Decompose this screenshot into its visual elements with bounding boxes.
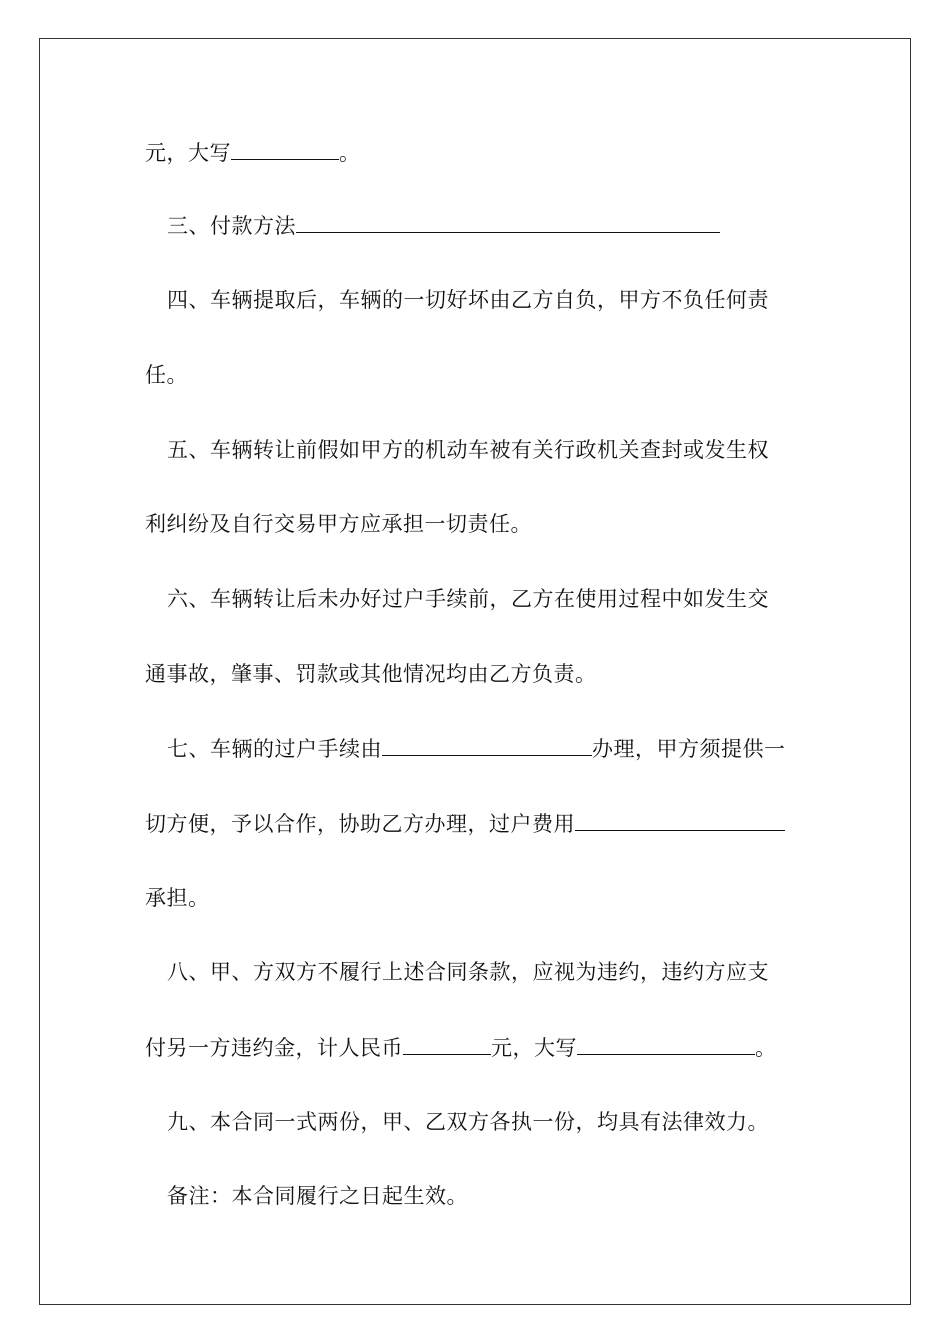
text: 任。: [145, 363, 188, 387]
text: 切方便，予以合作，协助乙方办理，过户费用: [145, 812, 575, 836]
text: 。: [339, 141, 361, 165]
clause-7-line-2: [145, 808, 785, 839]
clause-6-line-2: [145, 659, 597, 689]
text: 七、车辆的过户手续由: [167, 737, 382, 761]
text: 承担。: [145, 886, 210, 910]
text: 八、甲、方双方不履行上述合同条款，应视为违约，违约方应支: [167, 960, 769, 984]
text: 通事故，肇事、罚款或其他情况均由乙方负责。: [145, 662, 597, 686]
remarks: [145, 1181, 468, 1211]
clause-3-payment: [145, 210, 720, 241]
clause-8-line-2: [145, 1032, 777, 1063]
blank-field: [382, 733, 592, 756]
text: 六、车辆转让后未办好过户手续前，乙方在使用过程中如发生交: [167, 587, 769, 611]
clause-4-line-2: [145, 360, 188, 390]
text: 三、付款方法: [167, 214, 296, 238]
clause-8-line-1: [145, 957, 769, 987]
blank-field: [231, 137, 339, 160]
text: 利纠纷及自行交易甲方应承担一切责任。: [145, 512, 532, 536]
blank-field: [403, 1032, 491, 1055]
text: 。: [755, 1036, 777, 1060]
blank-field: [296, 210, 720, 233]
text: 元，大写: [145, 141, 231, 165]
clause-7-line-3: [145, 883, 210, 913]
text: 付另一方违约金，计人民币: [145, 1036, 403, 1060]
clause-6-line-1: [145, 584, 769, 614]
text: 五、车辆转让前假如甲方的机动车被有关行政机关查封或发生权: [167, 438, 769, 462]
clause-5-line-2: [145, 509, 532, 539]
text: 备注：本合同履行之日起生效。: [167, 1184, 468, 1208]
text: 四、车辆提取后，车辆的一切好坏由乙方自负，甲方不负任何责: [167, 288, 769, 312]
clause-4-line-1: [145, 285, 769, 315]
blank-field: [577, 1032, 755, 1055]
text: 办理，甲方须提供一: [592, 737, 786, 761]
clause-5-line-1: [145, 435, 769, 465]
text: 元，大写: [491, 1036, 577, 1060]
clause-9: [145, 1107, 769, 1137]
text: 九、本合同一式两份，甲、乙双方各执一份，均具有法律效力。: [167, 1110, 769, 1134]
clause-7-line-1: [145, 733, 786, 764]
blank-field: [575, 808, 785, 831]
line-amount-capital: [145, 137, 361, 168]
